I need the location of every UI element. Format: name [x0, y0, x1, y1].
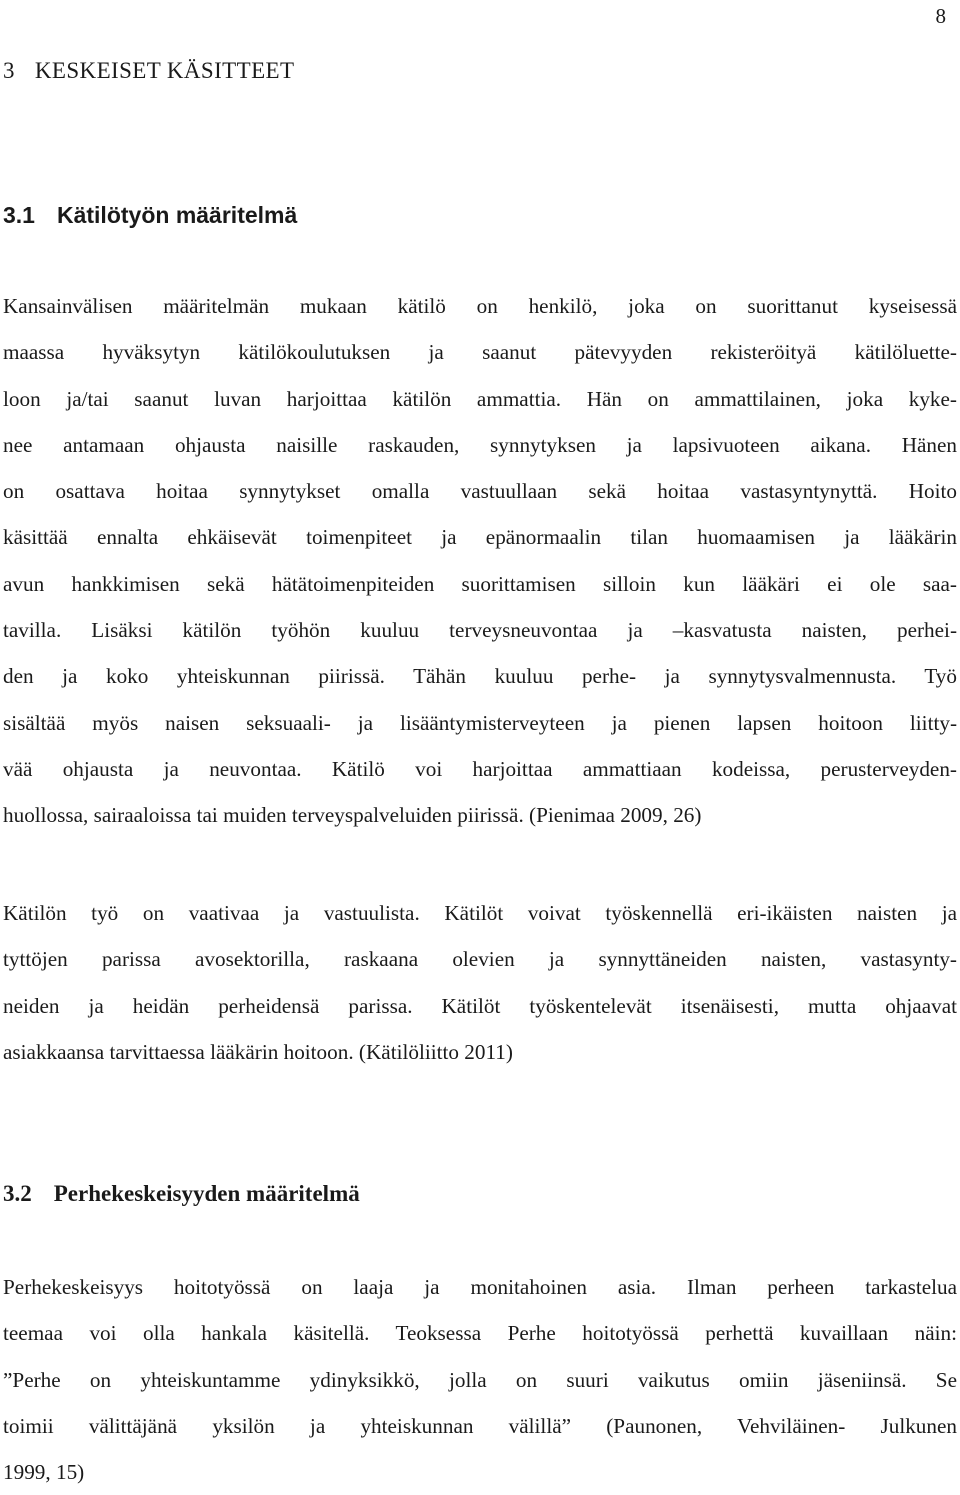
text-line: tyttöjen parissa avosektorilla, raskaana olevien ja synnyttäneiden naisten, vastasynty-: [3, 947, 957, 972]
text-line: vää ohjausta ja neuvontaa. Kätilö voi harjoittaa ammattiaan kodeissa, perusterveyden-: [3, 756, 957, 781]
text-line: asiakkaansa tarvittaessa lääkärin hoitoon. (Kätilöliitto 2011): [3, 1039, 513, 1064]
subsection-1-title: Kätilötyön määritelmä: [56, 202, 298, 228]
text-line: käsittää ennalta ehkäisevät toimenpiteet ja epänormaalin tilan huomaamisen ja lääkärin: [3, 525, 957, 550]
text-line: Kansainvälisen määritelmän mukaan kätilö on henkilö, joka on suorittanut kyseisessä: [3, 294, 957, 318]
page-number: 8: [935, 4, 946, 28]
text-line: Perhekeskeisyys hoitotyössä on laaja ja monitahoinen asia. Ilman perheen tarkastelua: [3, 1275, 957, 1299]
subsection-2-heading: [3, 1181, 360, 1207]
text-line: nee antamaan ohjausta naisille raskauden, synnytyksen ja lapsivuoteen aikana. Hänen: [3, 432, 957, 457]
section-title: KESKEISET KÄSITTEET: [34, 58, 295, 83]
text-line: avun hankkimisen sekä hätätoimenpiteiden suorittamisen silloin kun lääkäri ei ole saa-: [3, 571, 957, 596]
subsection-2-title: Perhekeskeisyyden määritelmä: [53, 1181, 360, 1206]
text-line: Kätilön työ on vaativaa ja vastuulista. Kätilöt voivat työskennellä eri-ikäisten naisten ja: [3, 901, 957, 925]
section-heading: [3, 58, 294, 84]
text-line: teemaa voi olla hankala käsitellä. Teoksessa Perhe hoitotyössä perhettä kuvaillaan näin:: [3, 1321, 957, 1346]
text-line: loon ja/tai saanut luvan harjoittaa kätilön ammattia. Hän on ammattilainen, joka kyke-: [3, 386, 957, 411]
text-line: huollossa, sairaaloissa tai muiden terveyspalveluiden piirissä. (Pienimaa 2009, 26): [3, 803, 702, 828]
subsection-1-heading: [3, 202, 297, 229]
text-line: on osattava hoitaa synnytykset omalla vastuullaan sekä hoitaa vastasyntynyttä. Hoito: [3, 479, 957, 504]
text-line: den ja koko yhteiskunnan piirissä. Tähän kuuluu perhe- ja synnytysvalmennusta. Työ: [3, 664, 957, 689]
text-line: ”Perhe on yhteiskuntamme ydinyksikkö, jolla on suuri vaikutus omiin jäseniinsä. Se: [3, 1367, 957, 1392]
section-number: 3: [3, 58, 15, 83]
text-line: maassa hyväksytyn kätilökoulutuksen ja saanut pätevyyden rekisteröityä kätilöluette-: [3, 340, 957, 365]
paragraph-midwife-definition: [3, 283, 957, 839]
text-line: toimii välittäjänä yksilön ja yhteiskunnan välillä” (Paunonen, Vehviläinen- Julkunen: [3, 1413, 957, 1438]
subsection-1-number: 3.1: [3, 202, 35, 228]
paragraph-midwife-work: [3, 890, 957, 1075]
text-line: 1999, 15): [3, 1460, 85, 1485]
paragraph-family-centeredness: [3, 1264, 957, 1495]
text-line: tavilla. Lisäksi kätilön työhön kuuluu terveysneuvontaa ja –kasvatusta naisten, perhei-: [3, 618, 957, 643]
text-line: sisältää myös naisen seksuaali- ja lisääntymisterveyteen ja pienen lapsen hoitoon liitty-: [3, 710, 957, 735]
text-line: neiden ja heidän perheidensä parissa. Kätilöt työskentelevät itsenäisesti, mutta ohjaavat: [3, 993, 957, 1018]
subsection-2-number: 3.2: [3, 1181, 32, 1206]
